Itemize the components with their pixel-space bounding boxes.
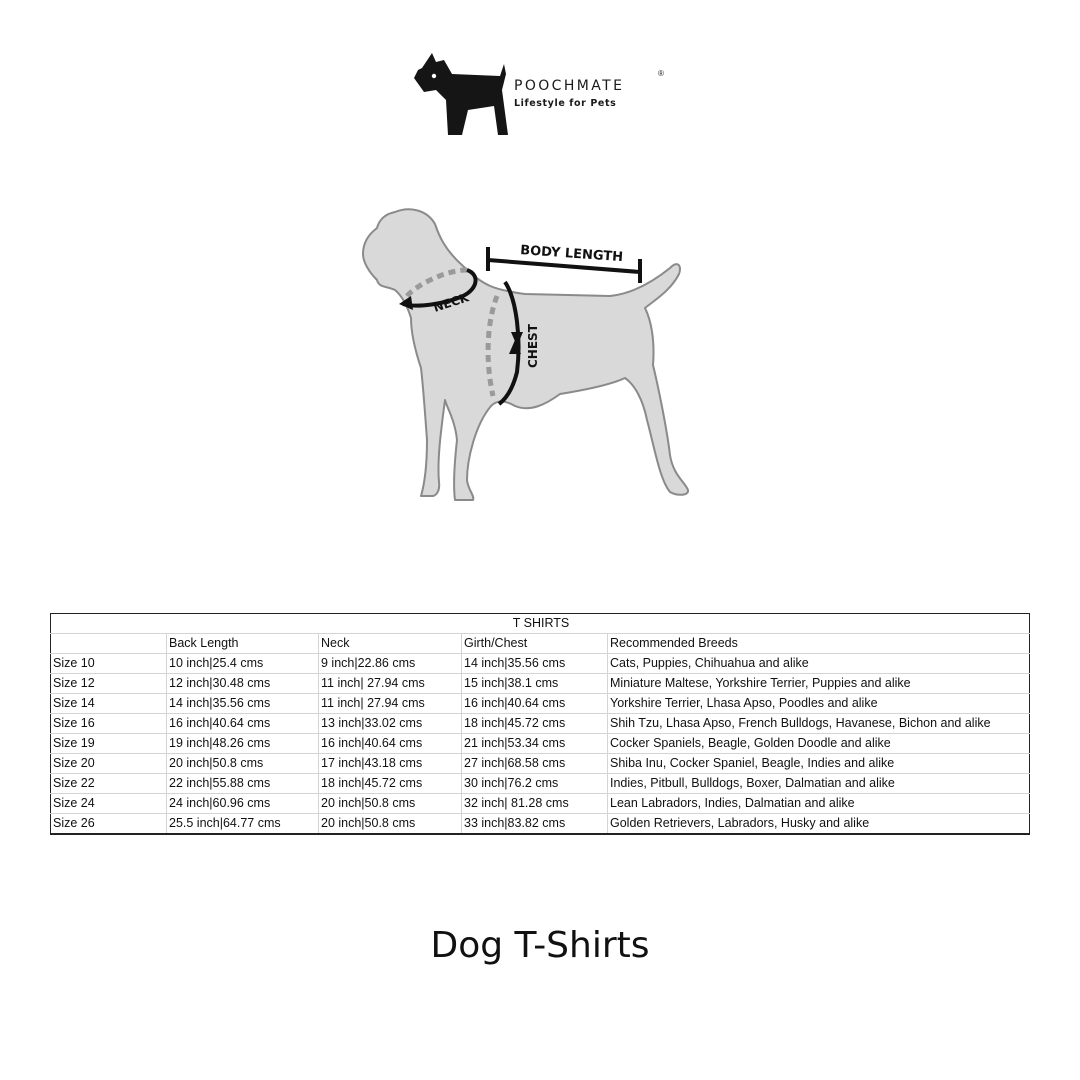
- table-cell: Golden Retrievers, Labradors, Husky and alike: [608, 814, 1030, 835]
- header-cell: Neck: [319, 634, 462, 654]
- table-row: [51, 774, 1030, 794]
- header-cell: Back Length: [167, 634, 319, 654]
- registered-mark: ®: [658, 69, 664, 78]
- table-row: [51, 734, 1030, 754]
- table-cell: 20 inch|50.8 cms: [319, 794, 462, 814]
- body-length-label: BODY LENGTH: [519, 243, 624, 266]
- table-cell: 33 inch|83.82 cms: [462, 814, 608, 835]
- table-cell: 18 inch|45.72 cms: [319, 774, 462, 794]
- chest-label: CHEST: [526, 324, 540, 368]
- table-cell: 30 inch|76.2 cms: [462, 774, 608, 794]
- table-cell: Miniature Maltese, Yorkshire Terrier, Puppies and alike: [608, 674, 1030, 694]
- table-row: [51, 814, 1030, 835]
- table-header-row: [51, 634, 1030, 654]
- table-cell: Indies, Pitbull, Bulldogs, Boxer, Dalmatian and alike: [608, 774, 1030, 794]
- table-cell: 27 inch|68.58 cms: [462, 754, 608, 774]
- table-title: T SHIRTS: [512, 616, 570, 630]
- table-cell: Size 22: [51, 774, 167, 794]
- brand-logo: [410, 50, 680, 140]
- table-cell: 11 inch| 27.94 cms: [319, 674, 462, 694]
- table-cell: 32 inch| 81.28 cms: [462, 794, 608, 814]
- table-cell: 14 inch|35.56 cms: [462, 654, 608, 674]
- table-cell: 18 inch|45.72 cms: [462, 714, 608, 734]
- table-cell: 12 inch|30.48 cms: [167, 674, 319, 694]
- table-cell: 16 inch|40.64 cms: [319, 734, 462, 754]
- neck-label: NECK: [431, 290, 471, 315]
- table-cell: 11 inch| 27.94 cms: [319, 694, 462, 714]
- table-row: [51, 714, 1030, 734]
- table-cell: Shiba Inu, Cocker Spaniel, Beagle, Indies and alike: [608, 754, 1030, 774]
- table-cell: Yorkshire Terrier, Lhasa Apso, Poodles and alike: [608, 694, 1030, 714]
- size-chart-table: [50, 613, 1030, 835]
- dog-measurement-diagram: [355, 200, 700, 510]
- table-cell: Size 26: [51, 814, 167, 835]
- table-cell: Size 16: [51, 714, 167, 734]
- table-cell: Shih Tzu, Lhasa Apso, French Bulldogs, Havanese, Bichon and alike: [608, 714, 1030, 734]
- table-cell: Size 14: [51, 694, 167, 714]
- table-cell: Cocker Spaniels, Beagle, Golden Doodle and alike: [608, 734, 1030, 754]
- brand-name: POOCHMATE: [514, 78, 625, 94]
- table-row: [51, 794, 1030, 814]
- table-row: [51, 694, 1030, 714]
- table-cell: Size 10: [51, 654, 167, 674]
- header-cell: Girth/Chest: [462, 634, 608, 654]
- table-cell: 10 inch|25.4 cms: [167, 654, 319, 674]
- table-cell: 15 inch|38.1 cms: [462, 674, 608, 694]
- header-cell: [51, 634, 167, 654]
- table-cell: 21 inch|53.34 cms: [462, 734, 608, 754]
- table-cell: 16 inch|40.64 cms: [167, 714, 319, 734]
- table-cell: 16 inch|40.64 cms: [462, 694, 608, 714]
- brand-tagline: Lifestyle for Pets: [514, 98, 617, 109]
- table-cell: Lean Labradors, Indies, Dalmatian and alike: [608, 794, 1030, 814]
- table-cell: 19 inch|48.26 cms: [167, 734, 319, 754]
- page-title: Dog T-Shirts: [430, 925, 650, 966]
- table-cell: Size 19: [51, 734, 167, 754]
- table-cell: Size 20: [51, 754, 167, 774]
- table-cell: 24 inch|60.96 cms: [167, 794, 319, 814]
- table-cell: 17 inch|43.18 cms: [319, 754, 462, 774]
- table-cell: Size 12: [51, 674, 167, 694]
- table-cell: 20 inch|50.8 cms: [319, 814, 462, 835]
- table-row: [51, 654, 1030, 674]
- table-cell: 25.5 inch|64.77 cms: [167, 814, 319, 835]
- table-title-row: [51, 614, 1030, 634]
- table-cell: 13 inch|33.02 cms: [319, 714, 462, 734]
- table-cell: 14 inch|35.56 cms: [167, 694, 319, 714]
- table-cell: 20 inch|50.8 cms: [167, 754, 319, 774]
- header-cell: Recommended Breeds: [608, 634, 1030, 654]
- dog-logo-icon: [410, 50, 510, 140]
- table-cell: Size 24: [51, 794, 167, 814]
- table-row: [51, 674, 1030, 694]
- table-cell: Cats, Puppies, Chihuahua and alike: [608, 654, 1030, 674]
- table-cell: 22 inch|55.88 cms: [167, 774, 319, 794]
- table-row: [51, 754, 1030, 774]
- table-cell: 9 inch|22.86 cms: [319, 654, 462, 674]
